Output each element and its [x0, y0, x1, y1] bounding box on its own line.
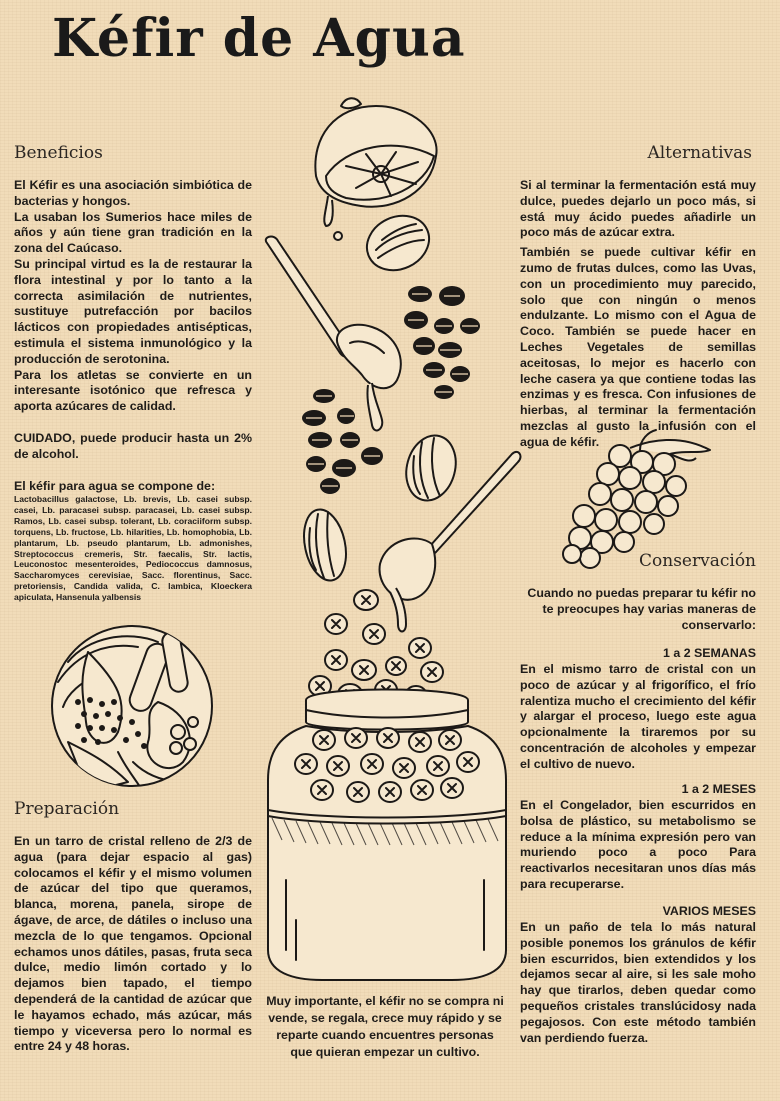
beneficios-heading: Beneficios: [14, 143, 103, 163]
beneficios-p2: La usaban los Sumerios hace miles de años y aún tiene gran tradición en la zona del Caúcaso.: [14, 209, 252, 256]
grapes-illustration: [560, 428, 720, 570]
semanas-text: En el mismo tarro de cristal con un poco de azúcar y al frigorífico, el frío ralentiza mucho el crecimiento del kéfir y alargar el proceso, luego este agua opcionalmente la tiraremos por su concentración de alcoholes y empezar el cultivo de nuevo.: [520, 662, 756, 771]
alternativas-text: [520, 178, 756, 451]
varios-meses-title: VARIOS MESES: [662, 904, 756, 918]
alternativas-p1: Si al terminar la fermentación está muy dulce, puedes dejarlo un poco más, si está muy ácido puedes añadirle un poco más de azúcar extra.: [520, 178, 756, 240]
beneficios-p4: Para los atletas se convierte en un interesante isotónico que refresca y aporta azúcares de calidad.: [14, 367, 252, 414]
beneficios-p1: El Kéfir es una asociación simbiótica de bacterias y hongos.: [14, 178, 252, 208]
alternativas-p2: También se puede cultivar kéfir en zumo de frutas dulces, como las Uvas, con un procedimiento muy parecido, solo que con ningún o menos endulzante. Lo mismo con el Agua de Coco. También se puede hacer en Leches Vegetales de semillas aceitosas, lo mejor es hacerlo con leche casera ya que contiene todas las enzimas y es fresca. Con infusiones de hierbas, al terminar la fermentación mezclas al gusto la infusión con el agua de kéfir.: [520, 245, 756, 449]
meses-title: 1 a 2 MESES: [681, 782, 756, 796]
preparacion-text: En un tarro de cristal relleno de 2/3 de agua (para dejar espacio al gas) colocamos el kéfir y el mismo volumen de azúcar del tipo que queramos, blanca, morena, panela, sirope de ágave, de arce, de dátiles o incluso una mezcla de lo que tengamos. Opcional echamos unos dátiles, pasas, fruta seca dulce, medio limón cortado y lo dejamos bien tapado, el tiempo dependerá de la cantidad de azúcar que le hayamos echado, más azúcar, más tiempo y viceversa pero lo normal es entre 24 y 48 horas.: [14, 834, 252, 1054]
meses-text: En el Congelador, bien escurridos en bolsa de plástico, su metabolismo se reduce a la mínima expresión pero van muriendo poco a poco Para reactivarlos necesitaran unos días más para recuperarse.: [520, 798, 756, 891]
conservacion-intro: Cuando no puedas preparar tu kéfir no te preocupes hay varias maneras de conservarlo:: [527, 586, 756, 632]
composition-heading: El kéfir para agua se compone de:: [14, 479, 216, 493]
page-title: Kéfir de Agua: [52, 8, 466, 69]
varios-meses-text: En un paño de tela lo más natural posible ponemos los gránulos de kéfir bien escurridos, bien extendidos y los dejamos secar al aire, si les sale moho hay que tirarlos, deben quedar como pequeños cristales translúcidosy nada pegajosos. Con este método también van perdiendo fuerza.: [520, 920, 756, 1045]
semanas-title: 1 a 2 SEMANAS: [663, 646, 756, 660]
preparacion-heading: Preparación: [14, 799, 120, 819]
alternativas-heading: Alternativas: [647, 143, 752, 163]
composition-list: Lactobacillus galactose, Lb. brevis, Lb. casei subsp. casei, Lb. paracasei subsp. paracasei, Lb. casei subsp. Ramos, Lb. casei subsp. tolerant, Lb. coraciiform subsp. torquens, Lb. fructose, Lb. hilarities, Lb. homophobia, Lb. plantarum, Lb. pseudo plantarum, Lb. admonishes, Streptococcus cremeris, Str. faecalis, Str. lactis, Leuconostoc mesenteroides, Pediococcus damnosus, Saccharomyces cerevisiae, Sacc. florentinus, Sacc. pretoriensis, Candida valida, C. lambica, Kloeckera apiculata, Hansenula yalbensis: [14, 494, 252, 603]
raisin-illustration: [404, 282, 484, 402]
microscope-illustration: [48, 622, 216, 790]
conservacion-heading: Conservación: [639, 551, 756, 571]
date-illustration-3: [300, 506, 350, 584]
alcohol-warning: CUIDADO, puede producir hasta un 2% de alcohol.: [14, 431, 252, 461]
center-note: Muy importante, el kéfir no se compra ni vende, se regala, crece muy rápido y se reparte cuando encuentres personas que quieran empezar un cultivo.: [266, 994, 504, 1059]
jar-illustration: [262, 680, 512, 985]
beneficios-text: [14, 178, 252, 415]
beneficios-p3: Su principal virtud es la de restaurar la flora intestinal y por lo tanto a la correcta asimilación de nutrientes, sustituye putrefacción por bacilos lácticos con propiedades antisépticas, estimula el sistema inmunológico y la producción de serotonina.: [14, 256, 252, 366]
